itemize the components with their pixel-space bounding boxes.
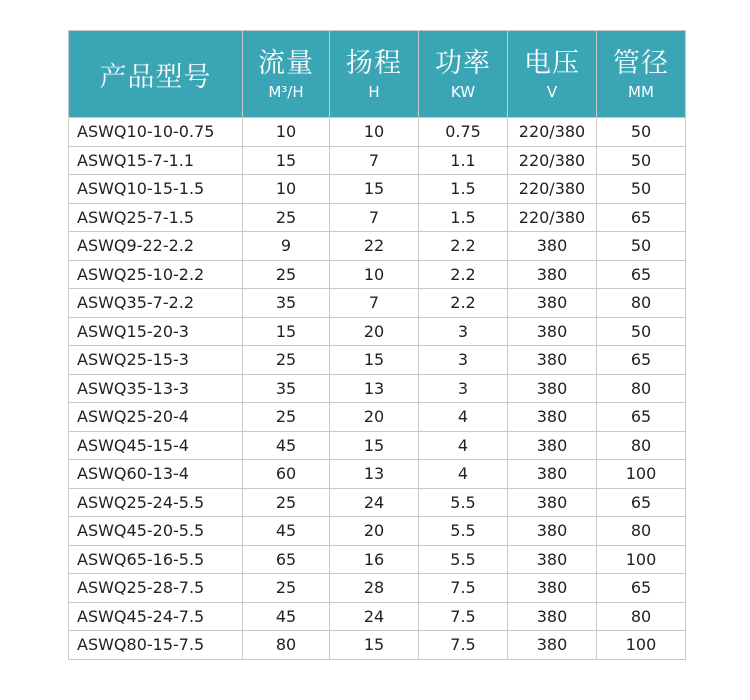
head-cell: 15	[330, 431, 419, 460]
table-row	[69, 488, 686, 517]
flow-cell: 45	[243, 517, 330, 546]
table-row	[69, 260, 686, 289]
voltage-cell: 380	[508, 431, 597, 460]
head-cell: 20	[330, 517, 419, 546]
flow-cell: 9	[243, 232, 330, 261]
header-voltage-label: 电压	[524, 48, 580, 79]
pipe-cell: 100	[597, 545, 686, 574]
table-row	[69, 517, 686, 546]
power-cell: 3	[419, 374, 508, 403]
header-power-unit: KW	[450, 83, 476, 101]
header-voltage	[508, 31, 597, 118]
power-cell: 1.5	[419, 175, 508, 204]
model-cell: ASWQ35-13-3	[69, 374, 243, 403]
model-cell: ASWQ65-16-5.5	[69, 545, 243, 574]
header-flow-unit: M³/H	[268, 83, 304, 101]
pipe-cell: 100	[597, 460, 686, 489]
voltage-cell: 380	[508, 488, 597, 517]
header-pipe	[597, 31, 686, 118]
flow-cell: 65	[243, 545, 330, 574]
head-cell: 13	[330, 374, 419, 403]
head-cell: 13	[330, 460, 419, 489]
table-row	[69, 460, 686, 489]
power-cell: 5.5	[419, 517, 508, 546]
model-cell: ASWQ25-7-1.5	[69, 203, 243, 232]
pipe-cell: 65	[597, 488, 686, 517]
power-cell: 3	[419, 346, 508, 375]
head-cell: 20	[330, 403, 419, 432]
model-cell: ASWQ60-13-4	[69, 460, 243, 489]
flow-cell: 45	[243, 431, 330, 460]
flow-cell: 45	[243, 602, 330, 631]
pipe-cell: 50	[597, 232, 686, 261]
table-row	[69, 403, 686, 432]
flow-cell: 10	[243, 175, 330, 204]
flow-cell: 60	[243, 460, 330, 489]
flow-cell: 15	[243, 317, 330, 346]
table-row	[69, 203, 686, 232]
table-row	[69, 289, 686, 318]
power-cell: 1.5	[419, 203, 508, 232]
flow-cell: 80	[243, 631, 330, 660]
head-cell: 7	[330, 289, 419, 318]
flow-cell: 15	[243, 146, 330, 175]
pipe-cell: 80	[597, 602, 686, 631]
voltage-cell: 380	[508, 517, 597, 546]
flow-cell: 25	[243, 346, 330, 375]
model-cell: ASWQ45-20-5.5	[69, 517, 243, 546]
head-cell: 15	[330, 631, 419, 660]
head-cell: 7	[330, 203, 419, 232]
model-cell: ASWQ25-15-3	[69, 346, 243, 375]
table-row	[69, 346, 686, 375]
flow-cell: 35	[243, 374, 330, 403]
table-row	[69, 118, 686, 147]
model-cell: ASWQ10-10-0.75	[69, 118, 243, 147]
model-cell: ASWQ35-7-2.2	[69, 289, 243, 318]
header-power	[419, 31, 508, 118]
spec-table	[68, 30, 686, 660]
voltage-cell: 380	[508, 346, 597, 375]
flow-cell: 10	[243, 118, 330, 147]
model-cell: ASWQ25-10-2.2	[69, 260, 243, 289]
head-cell: 22	[330, 232, 419, 261]
table-row	[69, 574, 686, 603]
power-cell: 2.2	[419, 260, 508, 289]
model-cell: ASWQ25-24-5.5	[69, 488, 243, 517]
power-cell: 2.2	[419, 289, 508, 318]
pipe-cell: 50	[597, 317, 686, 346]
table-row	[69, 431, 686, 460]
table-row	[69, 317, 686, 346]
power-cell: 1.1	[419, 146, 508, 175]
table-row	[69, 374, 686, 403]
header-head	[330, 31, 419, 118]
flow-cell: 35	[243, 289, 330, 318]
pipe-cell: 65	[597, 260, 686, 289]
table-row	[69, 146, 686, 175]
voltage-cell: 380	[508, 289, 597, 318]
voltage-cell: 380	[508, 260, 597, 289]
head-cell: 15	[330, 346, 419, 375]
voltage-cell: 380	[508, 574, 597, 603]
head-cell: 15	[330, 175, 419, 204]
voltage-cell: 220/380	[508, 118, 597, 147]
model-cell: ASWQ25-20-4	[69, 403, 243, 432]
voltage-cell: 380	[508, 374, 597, 403]
header-row	[69, 31, 686, 118]
header-flow-label: 流量	[258, 48, 314, 79]
power-cell: 4	[419, 403, 508, 432]
table-row	[69, 602, 686, 631]
head-cell: 28	[330, 574, 419, 603]
model-cell: ASWQ45-24-7.5	[69, 602, 243, 631]
pipe-cell: 65	[597, 574, 686, 603]
head-cell: 16	[330, 545, 419, 574]
table-body	[69, 118, 686, 660]
header-pipe-unit: MM	[628, 83, 654, 101]
voltage-cell: 380	[508, 602, 597, 631]
pipe-cell: 50	[597, 146, 686, 175]
head-cell: 10	[330, 118, 419, 147]
model-cell: ASWQ45-15-4	[69, 431, 243, 460]
head-cell: 20	[330, 317, 419, 346]
model-cell: ASWQ80-15-7.5	[69, 631, 243, 660]
flow-cell: 25	[243, 260, 330, 289]
pipe-cell: 80	[597, 374, 686, 403]
pipe-cell: 50	[597, 118, 686, 147]
voltage-cell: 380	[508, 631, 597, 660]
power-cell: 2.2	[419, 232, 508, 261]
flow-cell: 25	[243, 403, 330, 432]
pipe-cell: 80	[597, 431, 686, 460]
pipe-cell: 50	[597, 175, 686, 204]
header-head-label: 扬程	[346, 48, 402, 79]
power-cell: 5.5	[419, 545, 508, 574]
pipe-cell: 80	[597, 517, 686, 546]
header-power-label: 功率	[435, 48, 491, 79]
power-cell: 5.5	[419, 488, 508, 517]
power-cell: 7.5	[419, 602, 508, 631]
pipe-cell: 80	[597, 289, 686, 318]
power-cell: 4	[419, 460, 508, 489]
flow-cell: 25	[243, 574, 330, 603]
header-pipe-label: 管径	[613, 48, 669, 79]
header-flow	[243, 31, 330, 118]
pipe-cell: 65	[597, 346, 686, 375]
model-cell: ASWQ15-20-3	[69, 317, 243, 346]
model-cell: ASWQ9-22-2.2	[69, 232, 243, 261]
voltage-cell: 380	[508, 460, 597, 489]
voltage-cell: 220/380	[508, 146, 597, 175]
table-row	[69, 545, 686, 574]
voltage-cell: 380	[508, 403, 597, 432]
voltage-cell: 380	[508, 232, 597, 261]
pipe-cell: 100	[597, 631, 686, 660]
table-row	[69, 631, 686, 660]
power-cell: 4	[419, 431, 508, 460]
header-model: 产品型号	[69, 31, 243, 118]
flow-cell: 25	[243, 488, 330, 517]
voltage-cell: 380	[508, 317, 597, 346]
power-cell: 7.5	[419, 631, 508, 660]
power-cell: 7.5	[419, 574, 508, 603]
voltage-cell: 220/380	[508, 175, 597, 204]
table-header	[69, 31, 686, 118]
voltage-cell: 220/380	[508, 203, 597, 232]
pipe-cell: 65	[597, 403, 686, 432]
table-row	[69, 232, 686, 261]
model-cell: ASWQ10-15-1.5	[69, 175, 243, 204]
flow-cell: 25	[243, 203, 330, 232]
table-row	[69, 175, 686, 204]
voltage-cell: 380	[508, 545, 597, 574]
head-cell: 7	[330, 146, 419, 175]
model-cell: ASWQ15-7-1.1	[69, 146, 243, 175]
model-cell: ASWQ25-28-7.5	[69, 574, 243, 603]
head-cell: 24	[330, 488, 419, 517]
power-cell: 3	[419, 317, 508, 346]
header-head-unit: H	[368, 83, 380, 101]
header-voltage-unit: V	[546, 83, 558, 101]
head-cell: 24	[330, 602, 419, 631]
power-cell: 0.75	[419, 118, 508, 147]
head-cell: 10	[330, 260, 419, 289]
pipe-cell: 65	[597, 203, 686, 232]
